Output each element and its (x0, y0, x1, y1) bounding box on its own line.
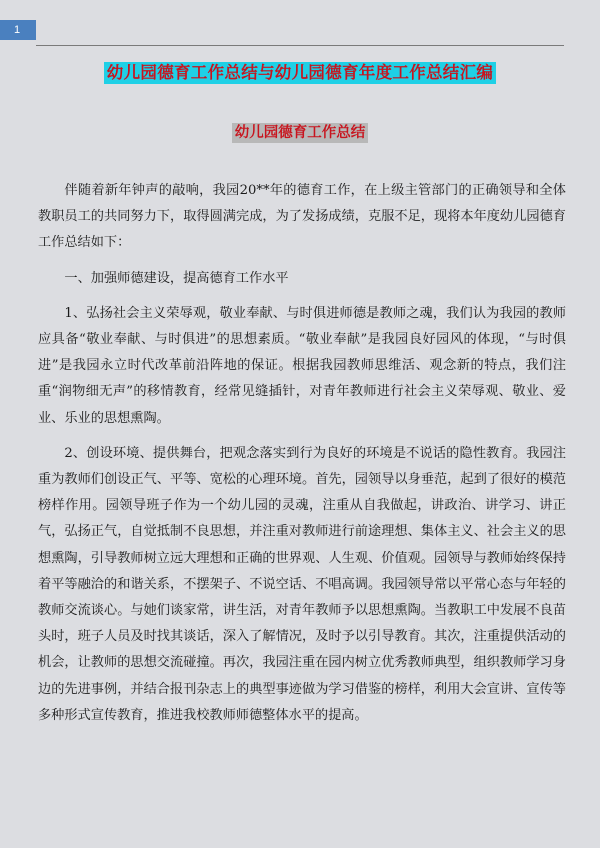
page-number-badge: 1 (0, 20, 36, 40)
body-paragraph: 1、弘扬社会主义荣辱观，敬业奉献、与时俱进师德是教师之魂，我们认为我园的教师应具备“敬业奉献、与时俱进”的思想素质。“敬业奉献”是我园良好园风的体现，“与时俱进”是我园永立时代改革前沿阵地的保证。根据我园教师思维活、观念新的特点，我们注重“润物细无声”的移情教育，经常见缝插针，对青年教师进行社会主义荣辱观、敬业、爱业、乐业的思想熏陶。 (38, 305, 566, 426)
sub-title-container (0, 122, 600, 143)
header-rule (36, 45, 564, 46)
main-title: 幼儿园德育工作总结与幼儿园德育年度工作总结汇编 (104, 62, 496, 84)
sub-title: 幼儿园德育工作总结 (232, 123, 369, 143)
body-paragraph: 2、创设环境、提供舞台，把观念落实到行为良好的环境是不说话的隐性教育。我园注重为教师们创设正气、平等、宽松的心理环境。首先，园领导以身垂范，起到了很好的模范榜样作用。园领导班子作为一个幼儿园的灵魂，注重从自我做起，讲政治、讲学习、讲正气，弘扬正气，自觉抵制不良思想，并注重对教师进行前途理想、集体主义、社会主义的思想熏陶，引导教师树立远大理想和正确的世界观、人生观、价值观。园领导与教师始终保持着平等融洽的和谐关系，不摆架子、不说空话、不唱高调。我园领导常以平常心态与年轻的教师交流谈心。与她们谈家常，讲生活，对青年教师予以思想熏陶。当教职工中发展不良苗头时，班子人员及时找其谈话，深入了解情况，及时予以引导教育。其次，注重提供活动的机会，让教师的思想交流碰撞。再次，我园注重在园内树立优秀教师典型，组织教师学习身边的先进事例，并结合报刊杂志上的典型事迹做为学习借鉴的榜样，利用大会宣讲、宣传等多种形式宣传教育，推进我校教师师德整体水平的提高。 (38, 445, 566, 723)
document-body (38, 178, 566, 729)
intro-paragraph: 伴随着新年钟声的敲响，我园20**年的德育工作，在上级主管部门的正确领导和全体教职员工的共同努力下，取得圆满完成，为了发扬成绩，克服不足，现将本年度幼儿园德育工作总结如下： (38, 183, 566, 251)
section-heading: 一、加强师德建设，提高德育工作水平 (64, 270, 289, 286)
main-title-container (0, 62, 600, 84)
